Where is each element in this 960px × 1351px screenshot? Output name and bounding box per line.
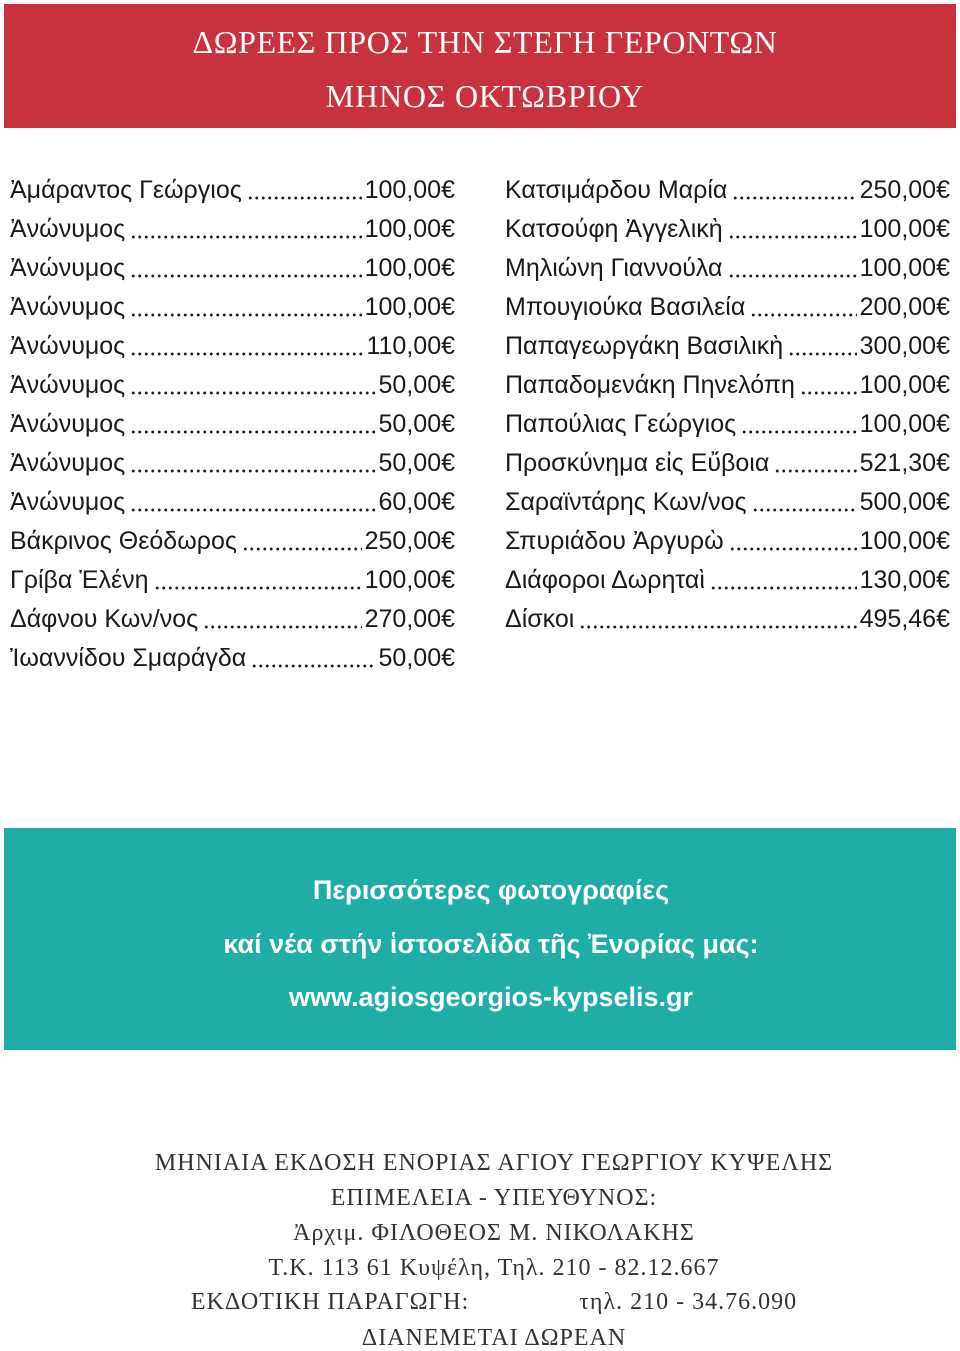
- dot-leader: [728, 249, 857, 288]
- donor-name: Γρίβα Ἑλένη: [10, 566, 149, 594]
- donation-amount: 60,00€: [378, 488, 455, 516]
- dot-leader: [247, 171, 362, 210]
- donation-amount: 521,30€: [859, 449, 950, 477]
- donation-amount: 500,00€: [859, 488, 950, 516]
- dot-leader: [741, 405, 856, 444]
- page-title: ΔΩΡΕΕΣ ΠΡΟΣ ΤΗΝ ΣΤΕΓΗ ΓΕΡΟΝΤΩΝ: [192, 24, 778, 60]
- dot-leader: [732, 171, 856, 210]
- donor-name: Ἀνώνυμος: [10, 449, 126, 477]
- donation-amount: 100,00€: [859, 527, 950, 555]
- donor-name: Βάκρινος Θεόδωρος: [10, 527, 237, 555]
- dot-leader: [154, 561, 362, 600]
- donation-amount: 270,00€: [364, 605, 455, 633]
- donor-name: Ἀνώνυμος: [10, 254, 126, 282]
- dot-leader: [800, 366, 857, 405]
- donation-amount: 50,00€: [378, 644, 455, 672]
- donation-row: [505, 366, 950, 405]
- page-subtitle: ΜΗΝΟΣ ΟΚΤΩΒΡΙΟΥ: [325, 78, 645, 114]
- donor-name: Ἀμάραντος Γεώργιος: [10, 176, 242, 204]
- donation-amount: 100,00€: [364, 254, 455, 282]
- donor-name: Διάφοροι Δωρηταὶ: [505, 566, 705, 594]
- donor-name: Παπαγεωργάκη Βασιλικὴ: [505, 332, 784, 360]
- donation-row: [10, 522, 455, 561]
- donation-amount: 100,00€: [364, 176, 455, 204]
- donation-row: [10, 405, 455, 444]
- dot-leader: [130, 483, 375, 522]
- donation-row: [10, 171, 455, 210]
- donation-row: [505, 288, 950, 327]
- donation-amount: 110,00€: [366, 332, 455, 360]
- dot-leader: [251, 639, 375, 678]
- donation-row: [10, 639, 455, 678]
- footer-editor-name: Ἀρχιμ. ΦΙΛΟΘΕΟΣ Μ. ΝΙΚΟΛΑΚΗΣ: [293, 1220, 695, 1246]
- footer-production-label: ΕΚΔΟΤΙΚΗ ΠΑΡΑΓΩΓΗ:: [190, 1289, 470, 1315]
- donation-amount: 250,00€: [859, 176, 950, 204]
- promo-line-1: Περισσότερες φωτογραφίες: [312, 875, 670, 905]
- dot-leader: [130, 210, 361, 249]
- donation-amount: 50,00€: [378, 449, 455, 477]
- donation-amount: 100,00€: [859, 410, 950, 438]
- footer-editor-label: ΕΠΙΜΕΛΕΙΑ - ΥΠΕΥΘΥΝΟΣ:: [330, 1185, 658, 1211]
- dot-leader: [130, 327, 363, 366]
- dot-leader: [750, 288, 856, 327]
- donation-amount: 300,00€: [859, 332, 950, 360]
- donation-row: [505, 327, 950, 366]
- donation-row: [505, 483, 950, 522]
- dot-leader: [203, 600, 361, 639]
- donations-right-column: [505, 171, 950, 639]
- donation-row: [10, 288, 455, 327]
- donor-name: Σαραϊντάρης Κων/νος: [505, 488, 747, 516]
- donor-name: Ἀνώνυμος: [10, 410, 126, 438]
- dot-leader: [710, 561, 857, 600]
- dot-leader: [130, 288, 361, 327]
- donation-amount: 200,00€: [859, 293, 950, 321]
- website-url: www.agiosgeorgios-kypselis.gr: [288, 982, 694, 1012]
- dot-leader: [774, 444, 856, 483]
- donor-name: Δάφνου Κων/νος: [10, 605, 199, 633]
- donation-row: [10, 327, 455, 366]
- donation-amount: 50,00€: [378, 410, 455, 438]
- donor-name: Σπυριάδου Ἀργυρὼ: [505, 527, 724, 555]
- donor-name: Μηλιώνη Γιαννούλα: [505, 254, 723, 282]
- donation-row: [10, 210, 455, 249]
- donor-name: Κατσούφη Ἀγγελικὴ: [505, 215, 723, 243]
- footer-publication: ΜΗΝΙΑΙΑ ΕΚΔΟΣΗ ΕΝΟΡΙΑΣ ΑΓΙΟΥ ΓΕΩΡΓΙΟΥ ΚΥΨΕΛΗΣ: [154, 1150, 834, 1176]
- donor-name: Παπούλιας Γεώργιος: [505, 410, 737, 438]
- dot-leader: [130, 444, 375, 483]
- donor-name: Ἀνώνυμος: [10, 488, 126, 516]
- footer-distribution: ΔΙΑΝΕΜΕΤΑΙ ΔΩΡΕΑΝ: [361, 1325, 627, 1351]
- donation-amount: 100,00€: [859, 371, 950, 399]
- footer-address: Τ.Κ. 113 61 Κυψέλη, Τηλ. 210 - 82.12.667: [268, 1255, 720, 1281]
- dot-leader: [752, 483, 857, 522]
- donation-row: [505, 561, 950, 600]
- donation-amount: 100,00€: [859, 254, 950, 282]
- donation-row: [505, 210, 950, 249]
- donor-name: Ἀνώνυμος: [10, 215, 126, 243]
- donation-row: [10, 561, 455, 600]
- donor-name: Ἀνώνυμος: [10, 371, 126, 399]
- donation-amount: 250,00€: [364, 527, 455, 555]
- donation-amount: 130,00€: [859, 566, 950, 594]
- footer-production-line: [28, 1291, 960, 1313]
- donation-amount: 495,46€: [859, 605, 950, 633]
- donation-row: [505, 522, 950, 561]
- donation-amount: 100,00€: [364, 566, 455, 594]
- promo-line-2: καί νέα στήν ἱστοσελίδα τῆς Ἐνορίας μας:: [223, 929, 759, 959]
- donation-row: [10, 366, 455, 405]
- dot-leader: [130, 405, 375, 444]
- donations-left-column: [10, 171, 455, 678]
- dot-leader: [788, 327, 857, 366]
- dot-leader: [729, 522, 857, 561]
- donation-row: [505, 171, 950, 210]
- donor-name: Προσκύνημα εἰς Εὔβοια: [505, 449, 770, 477]
- donation-row: [505, 444, 950, 483]
- dot-leader: [242, 522, 362, 561]
- donor-name: Ἀνώνυμος: [10, 332, 126, 360]
- donation-row: [505, 249, 950, 288]
- donation-amount: 50,00€: [378, 371, 455, 399]
- donor-name: Κατσιμάρδου Μαρία: [505, 176, 728, 204]
- donation-amount: 100,00€: [364, 215, 455, 243]
- promo-banner: [4, 828, 956, 1050]
- dot-leader: [728, 210, 857, 249]
- footer-production-phone: τηλ. 210 - 34.76.090: [579, 1289, 798, 1315]
- donation-amount: 100,00€: [859, 215, 950, 243]
- donor-name: Ἀνώνυμος: [10, 293, 126, 321]
- header-banner: [4, 4, 956, 128]
- donation-row: [10, 444, 455, 483]
- donation-row: [10, 600, 455, 639]
- donation-row: [10, 483, 455, 522]
- donor-name: Δίσκοι: [505, 605, 575, 633]
- dot-leader: [130, 366, 375, 405]
- donor-name: Παπαδομενάκη Πηνελόπη: [505, 371, 795, 399]
- donor-name: Μπουγιούκα Βασιλεία: [505, 293, 746, 321]
- dot-leader: [130, 249, 361, 288]
- donation-row: [10, 249, 455, 288]
- dot-leader: [579, 600, 856, 639]
- donation-row: [505, 405, 950, 444]
- donor-name: Ἰωαννίδου Σμαράγδα: [10, 644, 247, 672]
- donation-row: [505, 600, 950, 639]
- footer: [28, 1152, 960, 1349]
- donation-amount: 100,00€: [364, 293, 455, 321]
